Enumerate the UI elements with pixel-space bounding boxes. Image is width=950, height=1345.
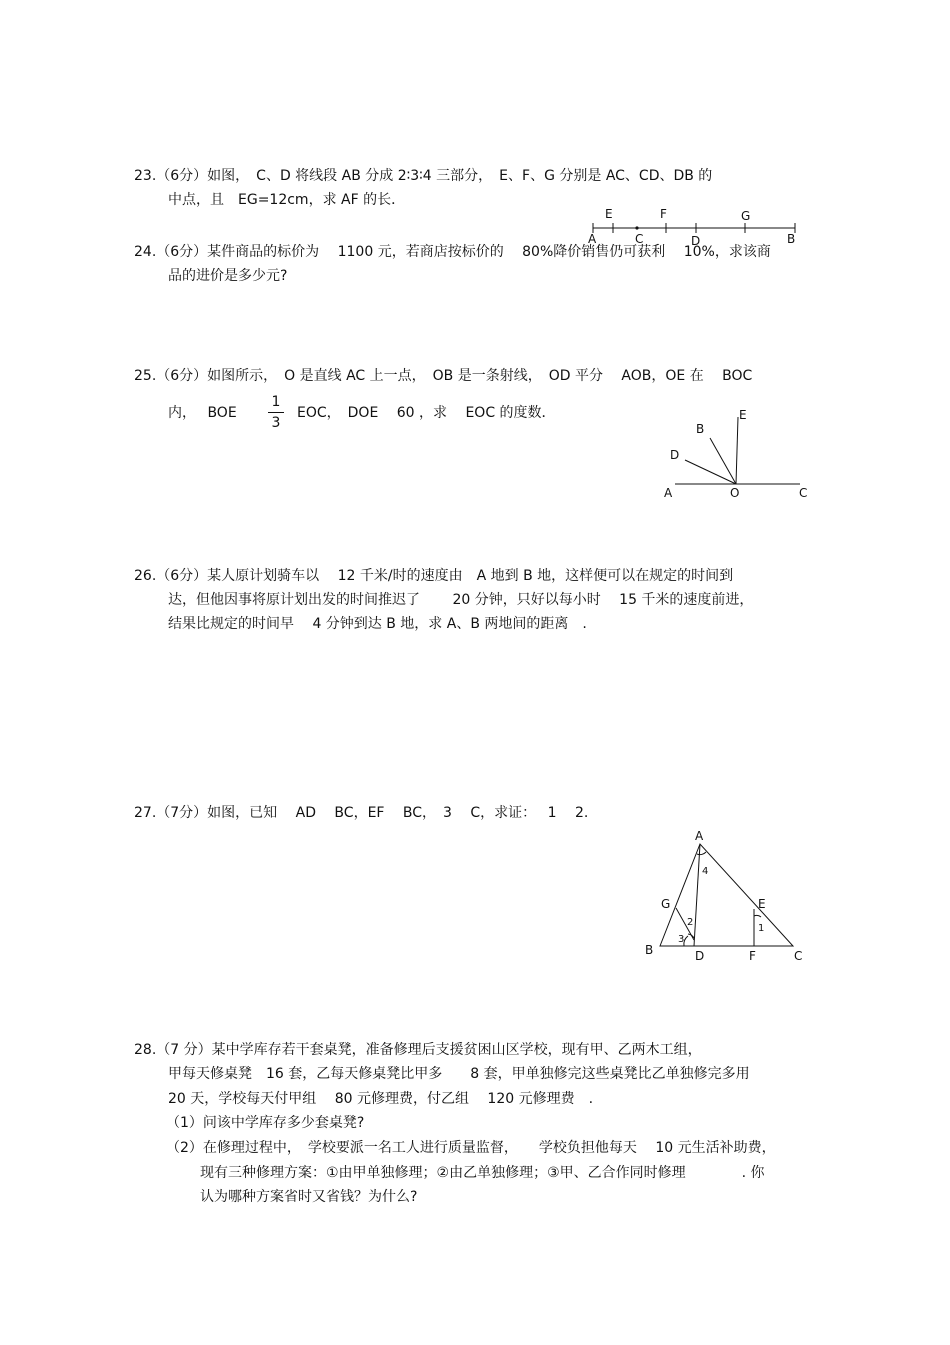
q27-angle-1: 1 <box>758 923 765 934</box>
q23-text-line1: 23.（6分）如图， C、D 将线段 AB 分成 2∶3∶4 三部分， E、F、G 分别是 AC、CD、DB 的 <box>134 168 713 184</box>
q23-text-line2: 中点，且 EG=12cm，求 AF 的长． <box>168 192 406 208</box>
q28-text-line2: 甲每天修桌凳 16 套，乙每天修桌凳比甲多 8 套，甲单独修完这些桌凳比乙单独修完多用 <box>168 1066 750 1082</box>
q27-label-g: G <box>661 897 671 911</box>
q27-triangle-figure <box>640 830 810 965</box>
q27-text-line1: 27.（7分）如图，已知 AD BC，EF BC， 3 C，求证： 1 2. <box>134 805 589 821</box>
q24-text-line1: 24.（6分）某件商品的标价为 1100 元，若商店按标价的 80%降价销售仍可获利 10%，求该商 <box>134 244 771 260</box>
q25-text-line1: 25.（6分）如图所示， O 是直线 AC 上一点， OB 是一条射线， OD 平分 AOB，OE 在 BOC <box>134 368 753 384</box>
q27-label-e: E <box>758 897 766 911</box>
q23-label-g: G <box>741 209 751 223</box>
q25-fraction-numerator: 1 <box>271 394 281 410</box>
q23-label-e: E <box>605 207 613 221</box>
q23-label-d: D <box>691 234 701 248</box>
q28-text-line1: 28.（7 分）某中学库存若干套桌凳，准备修理后支援贫困山区学校，现有甲、乙两木工组， <box>134 1042 702 1058</box>
q25-label-b: B <box>696 422 705 436</box>
q27-label-a: A <box>695 829 704 843</box>
q25-label-a: A <box>664 486 673 500</box>
q27-angle-3: 3 <box>678 934 685 945</box>
q23-label-f: F <box>660 207 667 221</box>
q25-label-o: O <box>730 486 740 500</box>
q25-fraction-denominator: 3 <box>271 415 281 431</box>
q28-sub2-line2: 现有三种修理方案：①由甲单独修理；②由乙单独修理；③甲、乙合作同时修理 . 你 <box>200 1165 765 1181</box>
q25-text-line2b: EOC， DOE 60 ，求 EOC 的度数． <box>297 405 556 421</box>
q26-text-line1: 26.（6分）某人原计划骑车以 12 千米/时的速度由 A 地到 B 地，这样便可以在规定的时间到 <box>134 568 734 584</box>
q27-label-d: D <box>695 949 705 963</box>
q25-label-d: D <box>670 448 680 462</box>
q25-angle-figure <box>660 405 820 505</box>
q27-angle-4: 4 <box>702 866 709 877</box>
q24-text-line2: 品的进价是多少元? <box>168 268 288 284</box>
q23-segment-figure <box>585 205 805 248</box>
q28-sub2-line3: 认为哪种方案省时又省钱？为什么? <box>200 1189 418 1205</box>
q23-label-c: C <box>635 232 644 246</box>
q28-sub1: （1）问该中学库存多少套桌凳? <box>166 1115 365 1131</box>
q25-label-e: E <box>739 408 747 422</box>
q25-text-line2a: 内， BOE <box>168 405 237 421</box>
q25-label-c: C <box>799 486 808 500</box>
q28-text-line3: 20 天，学校每天付甲组 80 元修理费，付乙组 120 元修理费 . <box>168 1091 594 1107</box>
q27-label-c: C <box>794 949 803 963</box>
q25-fraction <box>268 393 284 432</box>
q23-label-a: A <box>588 232 597 246</box>
q26-text-line2: 达，但他因事将原计划出发的时间推迟了 20 分钟，只好以每小时 15 千米的速度前进， <box>168 592 754 608</box>
q28-sub2-line1: （2）在修理过程中， 学校要派一名工人进行质量监督， 学校负担他每天 10 元生活补助费， <box>166 1140 776 1156</box>
q27-label-b: B <box>645 943 654 957</box>
q27-label-f: F <box>749 949 756 963</box>
q23-label-b: B <box>787 232 796 246</box>
q27-angle-2: 2 <box>687 917 694 928</box>
q26-text-line3: 结果比规定的时间早 4 分钟到达 B 地，求 A、B 两地间的距离 . <box>168 616 587 632</box>
